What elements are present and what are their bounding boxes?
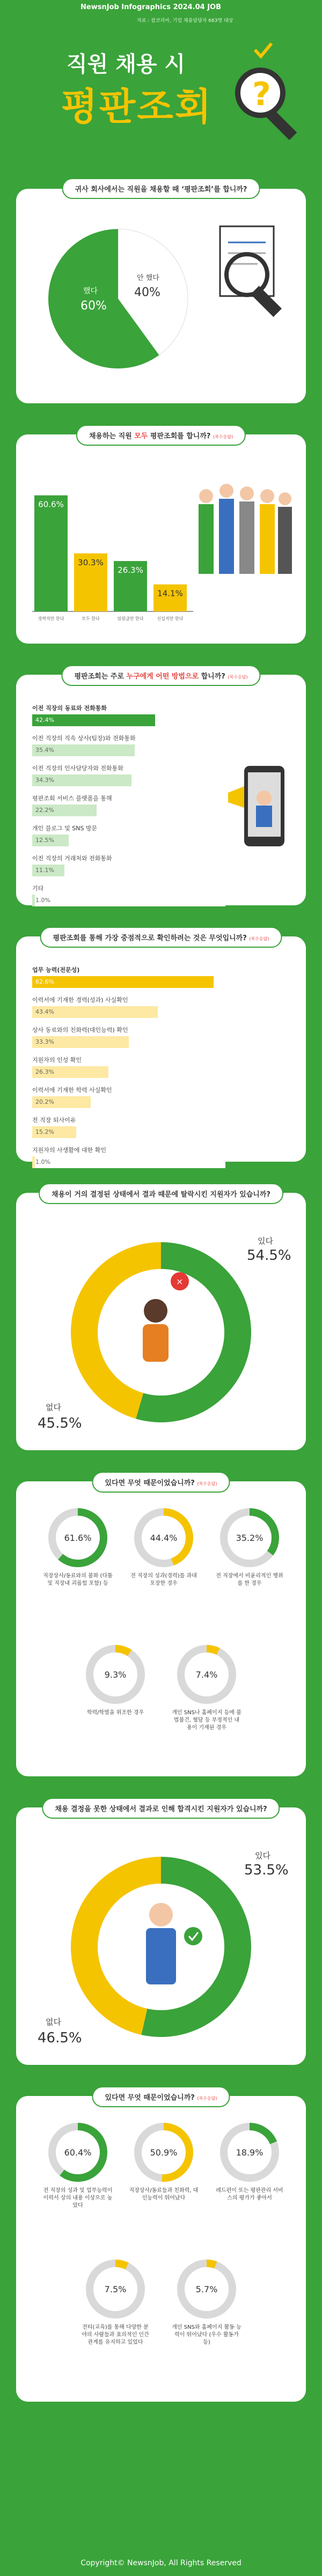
hbars3-track-1	[32, 744, 225, 756]
hbars4-label-2: 상사 동료와의 친화력(대인능력) 확인	[32, 1027, 128, 1034]
hbars4-label-4: 이력서에 기재한 학력 사실확인	[32, 1087, 112, 1094]
question-5-text: 채용이 거의 결정된 상태에서 결과 때문에 탈락시킨 지원자가 있습니까?	[52, 1191, 270, 1199]
hbars3-value-3: 22.2%	[35, 807, 54, 814]
smalls6-value-3: 9.3%	[104, 1670, 127, 1680]
smalls6-donut-4	[177, 1645, 236, 1704]
phone-megaphone-icon	[228, 761, 298, 873]
question-4	[40, 927, 282, 948]
donut5-yes-value: 54.5%	[247, 1248, 291, 1264]
smalls8-label-1: 직장상사/동료들과 친화력, 대인능력이 뛰어났다	[129, 2188, 199, 2201]
smalls8-label-4: 개인 SNS와 홈페이지 활동 능력이 뛰어났다 (우수 활동가 등)	[172, 2324, 241, 2345]
smalls8-value-2: 18.9%	[236, 2147, 264, 2158]
section-8	[16, 2096, 306, 2402]
hbars4-track-2	[32, 1036, 225, 1048]
question-2-note: (복수응답)	[213, 434, 233, 439]
hbars3-track-0	[32, 714, 225, 726]
hbars3-value-1: 35.4%	[35, 747, 54, 754]
bar2-category-2: 임원급만 한다	[117, 616, 144, 621]
question-3-note: (복수응답)	[228, 675, 248, 680]
smalls6-item-1	[129, 1508, 199, 1588]
magnifier-document-icon	[209, 221, 295, 323]
question-7-text: 채용 결정을 못한 상태에서 결과로 인해 합격시킨 지원자가 있습니까?	[55, 1805, 267, 1813]
hbars4-value-6: 1.0%	[35, 1158, 50, 1165]
footer-copyright: Copyright© NewsnJob, All Rights Reserved	[80, 2559, 241, 2567]
hbars4-track-4	[32, 1096, 225, 1108]
smalls8-item-0	[43, 2123, 113, 2210]
people-group-icon	[193, 472, 295, 622]
hbars4-track-0	[32, 976, 225, 988]
donut-chart-7	[16, 1829, 306, 2065]
smalls8-donut-3	[86, 2260, 145, 2319]
hbars3-label-3: 평판조회 서비스 플랫폼을 통해	[32, 795, 112, 802]
smalls8-label-2: 레드펀이 또는 평판관리 서비스의 평가가 좋아서	[216, 2188, 283, 2201]
smalls6-label-3: 학력/학벌을 위조한 경우	[86, 1710, 144, 1716]
hbars4-value-1: 43.4%	[35, 1008, 54, 1015]
smalls8-label-0: 전 직장의 성과 및 업무능력이 이력서 상의 내용 이상으로 높았다	[43, 2188, 113, 2209]
hbars4-fill-6	[32, 1156, 35, 1168]
section-2	[16, 434, 306, 644]
donut5-no-label: 없다	[46, 1403, 61, 1412]
hero-title-line1: 직원 채용 시	[67, 52, 186, 77]
section-3	[16, 675, 306, 905]
pie1-no-label: 안 했다	[137, 274, 159, 282]
smalls6-label-0: 직장상사/동료와의 불화 (다툼 및 직장내 괴롭힘 포함) 등	[43, 1573, 113, 1586]
question-8	[92, 2086, 230, 2107]
smalls8-value-1: 50.9%	[150, 2147, 178, 2158]
donut7-yes-value: 53.5%	[244, 1862, 289, 1878]
hbars4-label-1: 이력서에 기재한 경력(성과) 사실확인	[32, 997, 128, 1003]
hbar-list-3	[32, 696, 225, 906]
question-2-pre: 채용하는 직원	[89, 432, 135, 440]
smalls8-item-1	[129, 2123, 199, 2202]
hbars3-track-6	[32, 895, 225, 906]
hbars4-label-5: 전 직장 퇴사이유	[32, 1117, 76, 1124]
hbars3-fill-6	[32, 895, 35, 906]
svg-text:×: ×	[176, 1276, 184, 1287]
hbars3-label-1: 이전 직장의 직속 상사(팀장)와 전화통화	[32, 735, 136, 742]
smalls8-donut-0	[48, 2123, 107, 2182]
person-icon	[144, 1299, 167, 1323]
smalls6-label-1: 전 직장의 성과(경력)를 과대 포장한 경우	[130, 1573, 197, 1586]
hbars4-fill-0	[32, 976, 214, 988]
hero-title-line2: 평판조회	[61, 85, 213, 129]
bar2-category-0: 경력직만 한다	[38, 616, 64, 621]
question-8-note: (복수응답)	[197, 2096, 217, 2101]
hbars3-track-3	[32, 804, 225, 816]
question-4-text: 평판조회를 통해 가장 중점적으로 확인하려는 것은 무엇입니까?	[53, 934, 247, 942]
hbars4-track-3	[32, 1066, 225, 1078]
bar2-value-1: 30.3%	[78, 557, 104, 567]
hbars3-value-5: 11.1%	[35, 867, 54, 874]
hbars3-track-2	[32, 774, 225, 786]
question-2	[76, 425, 246, 446]
businessman-icon	[149, 1903, 173, 1927]
top-bar	[0, 0, 322, 14]
hbars4-value-2: 33.3%	[35, 1038, 54, 1045]
hbars3-label-0: 이전 직장의 동료와 전화통화	[32, 705, 107, 712]
hbars4-label-0: 업무 능력(전문성)	[32, 966, 80, 973]
smalls6-value-1: 44.4%	[150, 1533, 178, 1543]
question-3-pre: 평판조회는 주로	[74, 673, 127, 681]
hero-banner	[0, 26, 322, 166]
hbars3-value-0: 42.4%	[35, 717, 54, 724]
pie1-yes-value: 60%	[80, 299, 107, 313]
smalls6-donut-3	[86, 1645, 145, 1704]
approve-badge-icon	[184, 1927, 202, 1945]
smalls8-donut-4	[177, 2260, 236, 2319]
section-6	[16, 1481, 306, 1776]
smalls6-donut-0	[48, 1508, 107, 1567]
smalls8-item-4	[172, 2260, 241, 2346]
source-note: 자료 : 잡코리아, 기업 채용담당자 663명 대상	[0, 14, 322, 26]
smalls8-value-0: 60.4%	[64, 2147, 92, 2158]
question-6	[92, 1472, 230, 1493]
donut7-no-label: 없다	[46, 2017, 61, 2027]
question-6-text: 있다면 무엇 때문이었습니까?	[105, 1479, 195, 1487]
hbars4-value-5: 15.2%	[35, 1128, 54, 1135]
smalls6-item-3	[80, 1645, 150, 1717]
svg-text:?: ?	[252, 76, 271, 113]
hbars4-label-3: 지원자의 인성 확인	[32, 1057, 82, 1064]
smalls6-value-4: 7.4%	[195, 1670, 218, 1680]
pie1-yes-label: 했다	[83, 287, 98, 296]
smalls8-donut-1	[134, 2123, 193, 2182]
smalls6-value-2: 35.2%	[236, 1533, 264, 1543]
smalls8-item-3	[80, 2260, 150, 2346]
smalls6-label-4: 개인 SNS나 홈페이지 등에 불법불건, 혐담 등 부정적인 내용이 기재된 경우	[172, 1710, 241, 1731]
hbars4-value-3: 26.3%	[35, 1068, 54, 1075]
smalls6-item-2	[215, 1508, 284, 1588]
bar2-category-1: 모두 한다	[82, 616, 100, 621]
smalls8-item-2	[215, 2123, 284, 2202]
hbars3-track-5	[32, 865, 225, 876]
question-1-text: 귀사 회사에서는 직원을 채용할 때 ‘평판조회’를 합니까?	[75, 186, 247, 194]
check-icon	[252, 39, 274, 61]
smalls6-value-0: 61.6%	[64, 1533, 92, 1543]
donut7-no-value: 46.5%	[38, 2030, 82, 2046]
hbars4-value-0: 62.6%	[35, 978, 54, 985]
smalls8-donut-2	[220, 2123, 279, 2182]
smalls8-value-3: 7.5%	[104, 2284, 127, 2294]
hbar-list-4	[32, 958, 225, 1168]
section-7	[16, 1807, 306, 2065]
question-3	[61, 665, 260, 686]
bar-chart-2	[32, 472, 193, 628]
smalls6-donut-2	[220, 1508, 279, 1567]
hbars3-label-4: 개인 블로그 및 SNS 방문	[32, 825, 98, 832]
question-3-post: 합니까?	[199, 673, 225, 681]
question-2-post: 평판조회를 합니까?	[148, 432, 211, 440]
hbars3-label-2: 이전 직장의 인사담당자와 전화통화	[32, 765, 123, 772]
smalls6-label-2: 전 직장에서 비윤리적인 행위를 한 경우	[216, 1573, 283, 1586]
question-6-note: (복수응답)	[197, 1481, 217, 1486]
question-7	[42, 1798, 280, 1819]
question-4-note: (복수응답)	[249, 936, 269, 941]
donut5-yes-label: 있다	[258, 1236, 273, 1246]
donut5-no-value: 45.5%	[38, 1415, 82, 1431]
section-1	[16, 186, 306, 403]
smalls6-item-4	[172, 1645, 241, 1732]
bar2-value-0: 60.6%	[38, 499, 64, 510]
bar2-value-2: 26.3%	[118, 565, 143, 575]
magnifier-icon	[231, 63, 301, 149]
hbars4-track-6	[32, 1156, 225, 1168]
hbars3-value-2: 34.3%	[35, 777, 54, 784]
hbars4-track-1	[32, 1006, 225, 1018]
smalls8-value-4: 5.7%	[195, 2284, 218, 2294]
hbars3-track-4	[32, 835, 225, 846]
question-3-highlight: 누구에게 어떤 방법으로	[126, 673, 199, 681]
bar2-bar-0	[34, 496, 68, 611]
hbars3-value-4: 12.5%	[35, 837, 54, 844]
smalls8-label-3: 전티(교육)를 통해 다양한 분야의 사람들과 효의적인 인간관계를 유지하고 있었다	[82, 2324, 149, 2345]
footer	[0, 2550, 322, 2576]
hbars4-track-5	[32, 1126, 225, 1138]
bar2-category-3: 신입직만 한다	[157, 616, 184, 621]
question-1	[62, 178, 260, 199]
question-8-text: 있다면 무엇 때문이었습니까?	[105, 2094, 195, 2102]
small-donuts-8	[16, 2117, 306, 2396]
brand-title: NewsnJob Infographics 2024.04 JOB	[80, 3, 221, 11]
small-donuts-6	[16, 1503, 306, 1771]
hbars4-value-4: 20.2%	[35, 1098, 54, 1105]
donut7-yes-label: 있다	[255, 1851, 270, 1861]
question-2-highlight: 모두	[134, 432, 148, 440]
donut-chart-5	[16, 1214, 306, 1450]
hbars3-label-6: 기타	[32, 885, 44, 892]
pie-chart-1	[38, 218, 199, 379]
section-5	[16, 1193, 306, 1450]
smalls6-item-0	[43, 1508, 113, 1588]
question-5	[39, 1183, 283, 1204]
section-4	[16, 934, 306, 1165]
pie1-no-value: 40%	[134, 286, 160, 299]
hbars3-value-6: 1.0%	[35, 897, 50, 904]
bar2-value-3: 14.1%	[157, 588, 183, 599]
hbars3-label-5: 이전 직장의 거래처와 전화통화	[32, 855, 112, 862]
smalls6-donut-1	[134, 1508, 193, 1567]
hbars4-label-6: 지원자의 사생활에 대한 확인	[32, 1147, 107, 1154]
